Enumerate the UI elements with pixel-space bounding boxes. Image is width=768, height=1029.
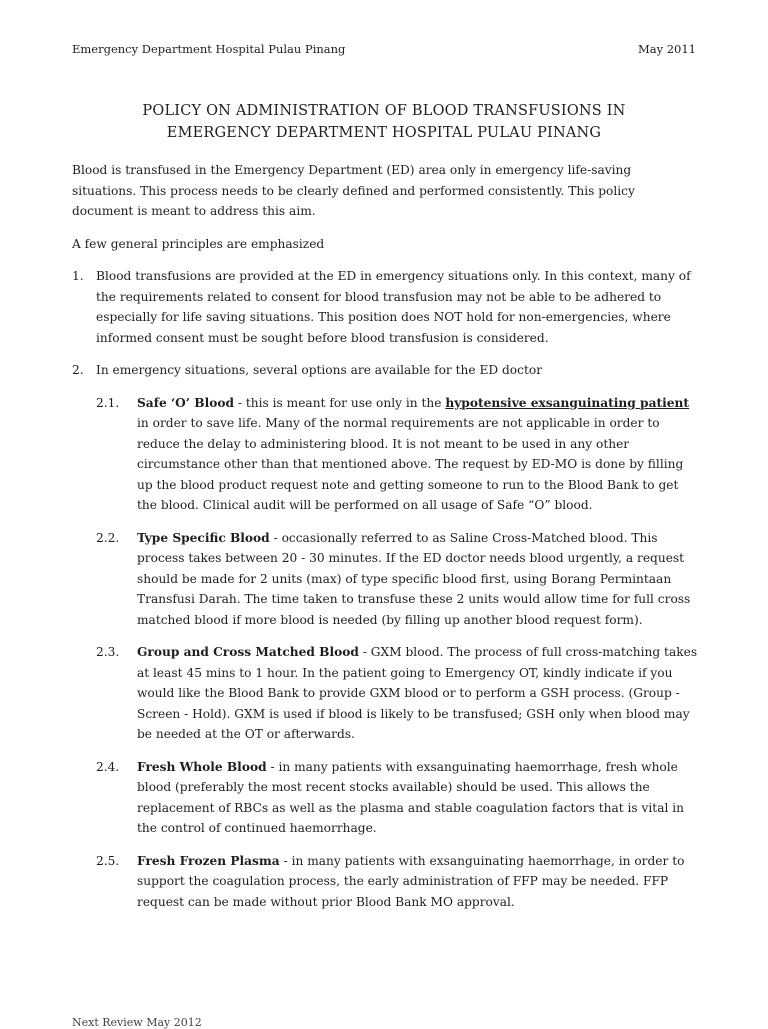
list-item bbox=[72, 266, 698, 348]
sub-item-text bbox=[137, 851, 698, 913]
item-number: 2. bbox=[72, 363, 84, 377]
sub-item-emphasis: hypotensive exsanguinating patient bbox=[445, 395, 689, 410]
sub-item-description: - in many patients with exsanguinating haemorrhage, fresh whole blood (preferably the most recent stocks available) should be used. This allows the replacement of RBCs as well as the plasma and stable coagulation factors that is vital in the control of continued haemorrhage. bbox=[137, 759, 684, 835]
sub-item-text bbox=[137, 642, 698, 745]
sub-item-text bbox=[137, 528, 698, 631]
page-header bbox=[72, 42, 696, 56]
sub-item-description: - this is meant for use only in the bbox=[234, 395, 446, 410]
sub-list-item bbox=[72, 851, 698, 913]
sub-item-number: 2.5. bbox=[96, 853, 120, 868]
page-footer: Next Review May 2012 bbox=[72, 1016, 202, 1029]
sub-item-number: 2.2. bbox=[96, 530, 120, 545]
sub-list-item bbox=[72, 393, 698, 516]
sub-list-item bbox=[72, 757, 698, 839]
title-line-2: EMERGENCY DEPARTMENT HOSPITAL PULAU PINANG bbox=[166, 125, 602, 141]
sub-list-item bbox=[72, 528, 698, 631]
document-body bbox=[72, 160, 698, 924]
sub-item-term: Group and Cross Matched Blood bbox=[137, 645, 359, 659]
item-text: In emergency situations, several options are available for the ED doctor bbox=[96, 363, 543, 377]
sub-item-term: Safe ‘O’ Blood bbox=[137, 395, 234, 410]
sub-item-term: Fresh Frozen Plasma bbox=[137, 853, 280, 868]
sub-item-number: 2.1. bbox=[96, 395, 120, 410]
sub-item-number: 2.3. bbox=[96, 645, 120, 659]
list-item bbox=[72, 360, 698, 381]
document-title bbox=[72, 100, 696, 144]
sub-item-text bbox=[137, 757, 698, 839]
intro-paragraph: Blood is transfused in the Emergency Department (ED) area only in emergency life-saving situations. This process needs to be clearly defined and performed consistently. This policy document is meant to address this aim. bbox=[72, 163, 635, 218]
header-institution: Emergency Department Hospital Pulau Pinang bbox=[72, 42, 346, 56]
sub-item-description: in order to save life. Many of the normal requirements are not applicable in order to reduce the delay to administering blood. It is not meant to be used in any other circumstance other than that mentioned above. The request by ED-MO is done by filling up the blood product request note and getting someone to run to the Blood Bank to get the blood. Clinical audit will be performed on all usage of Safe “O” blood. bbox=[137, 416, 684, 512]
item-text: Blood transfusions are provided at the ED in emergency situations only. In this context, many of the requirements related to consent for blood transfusion may not be able to be adhered to especially for life saving situations. This position does NOT hold for non-emergencies, where informed consent must be sought before blood transfusion is considered. bbox=[96, 269, 691, 345]
sub-item-term: Fresh Whole Blood bbox=[137, 759, 267, 774]
item-number: 1. bbox=[72, 269, 84, 283]
sub-item-description: - in many patients with exsanguinating haemorrhage, in order to support the coagulation process, the early administration of FFP may be needed. FFP request can be made without prior Blood Bank MO approval. bbox=[137, 853, 685, 909]
sub-list-item bbox=[72, 642, 698, 745]
principles-heading: A few general principles are emphasized bbox=[72, 236, 325, 251]
header-date: May 2011 bbox=[637, 42, 696, 56]
sub-item-term: Type Specific Blood bbox=[137, 530, 270, 545]
sub-item-text bbox=[137, 393, 698, 516]
title-line-1: POLICY ON ADMINISTRATION OF BLOOD TRANSFUSIONS IN bbox=[142, 103, 626, 119]
sub-item-description: - GXM blood. The process of full cross-matching takes at least 45 mins to 1 hour. In the patient going to Emergency OT, kindly indicate if you would like the Blood Bank to provide GXM blood or to perform a GSH process. (Group - Screen - Hold). GXM is used if blood is likely to be transfused; GSH only when blood may be needed at the OT or afterwards. bbox=[137, 645, 698, 741]
sub-item-description: - occasionally referred to as Saline Cross-Matched blood. This process takes between 20 - 30 minutes. If the ED doctor needs blood urgently, a request should be made for 2 units (max) of type specific blood first, using Borang Permintaan Transfusi Darah. The time taken to transfuse these 2 units would allow time for full cross matched blood if more blood is needed (by filling up another blood request form). bbox=[137, 530, 691, 627]
sub-item-number: 2.4. bbox=[96, 759, 120, 774]
